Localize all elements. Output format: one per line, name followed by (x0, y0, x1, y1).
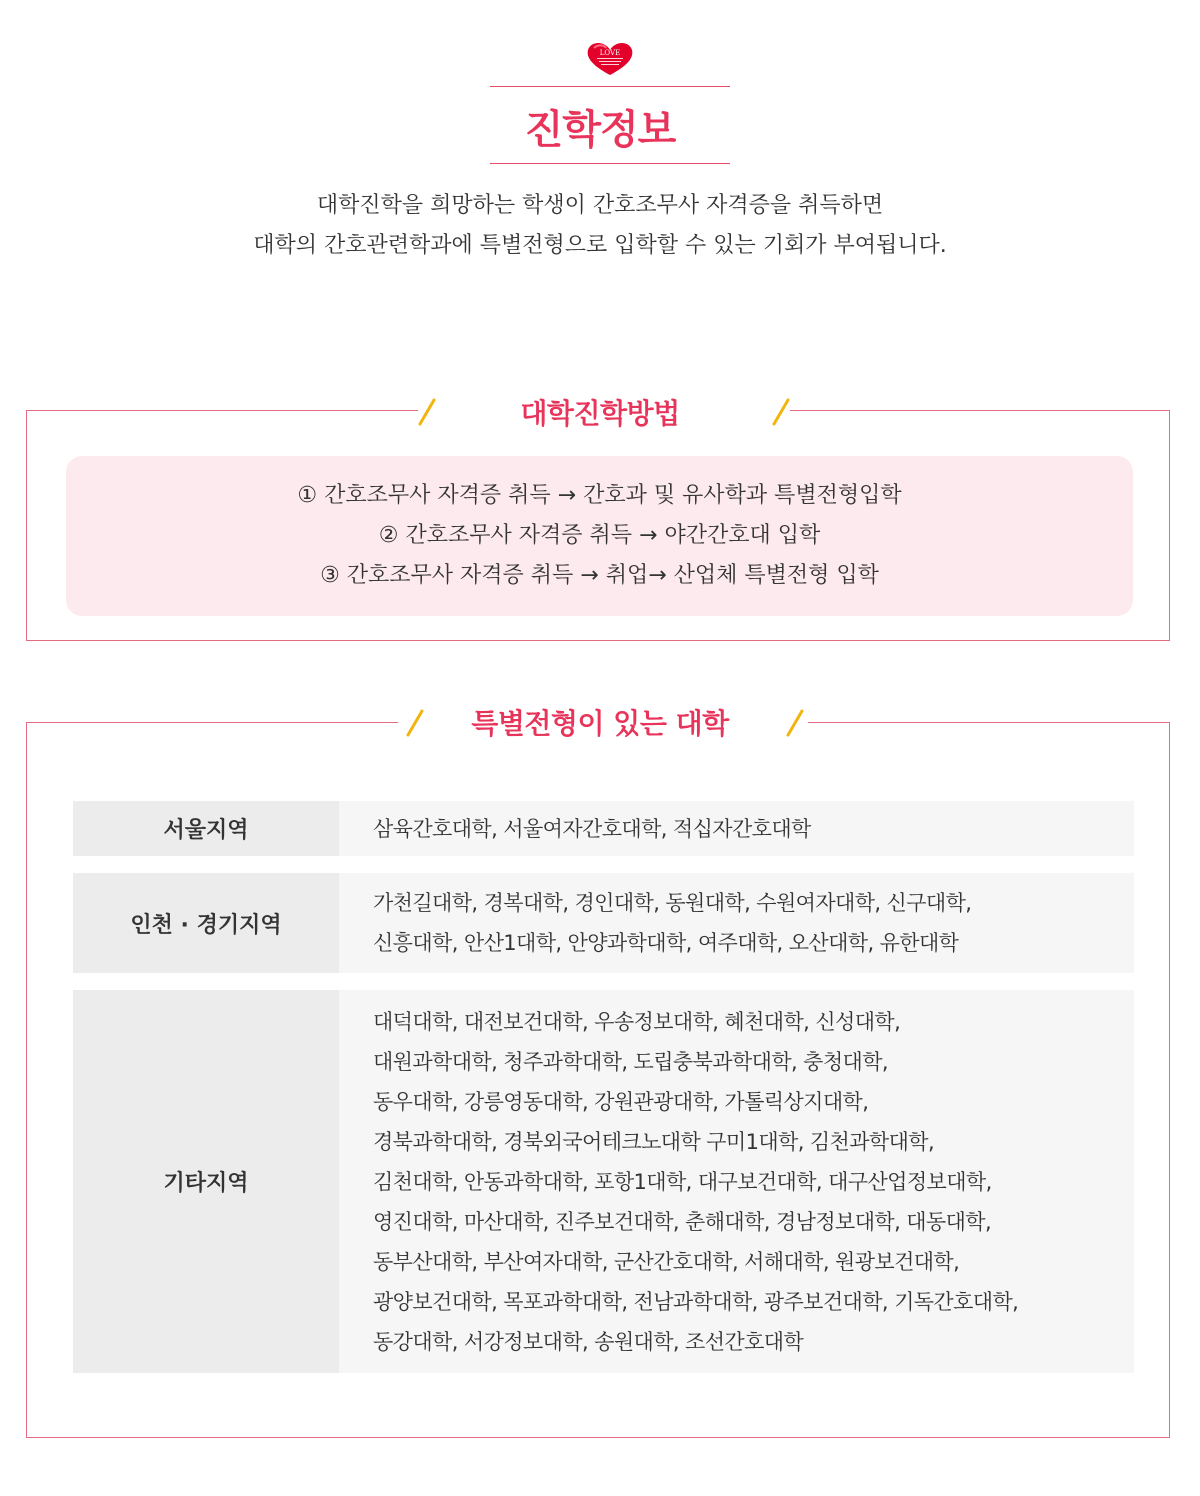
university-line: 삼육간호대학, 서울여자간호대학, 적십자간호대학 (373, 816, 811, 841)
method-step: ③ 간호조무사 자격증 취득 → 취업→ 산업체 특별전형 입학 (320, 563, 879, 588)
intro-line: 대학진학을 희망하는 학생이 간호조무사 자격증을 취득하면 (316, 193, 884, 218)
region-row-incheon-gyeonggi (73, 873, 1134, 973)
method-step: ① 간호조무사 자격증 취득 → 간호과 및 유사학과 특별전형입학 (297, 483, 902, 508)
university-list (339, 990, 1134, 1373)
university-list (339, 873, 1134, 973)
title-bottom-rule (490, 163, 730, 164)
title-top-rule (490, 86, 730, 87)
region-name: 기타지역 (73, 990, 339, 1373)
university-line: 영진대학, 마산대학, 진주보건대학, 춘해대학, 경남정보대학, 대동대학, (373, 1209, 992, 1234)
love-heart-logo (583, 40, 637, 76)
university-line: 대원과학대학, 청주과학대학, 도립충북과학대학, 충청대학, (373, 1049, 888, 1074)
method-panel (66, 456, 1133, 616)
intro-text (0, 186, 1200, 266)
region-name: 서울지역 (73, 801, 339, 856)
university-line: 대덕대학, 대전보건대학, 우송정보대학, 혜천대학, 신성대학, (373, 1009, 901, 1034)
university-line: 경북과학대학, 경북외국어테크노대학 구미1대학, 김천과학대학, (373, 1129, 935, 1154)
university-line: 동강대학, 서강정보대학, 송원대학, 조선간호대학 (373, 1329, 804, 1354)
slash-decoration-icon (785, 708, 805, 738)
university-line: 가천길대학, 경복대학, 경인대학, 동원대학, 수원여자대학, 신구대학, (373, 891, 972, 915)
logo-text: LOVE (599, 49, 621, 57)
university-line: 광양보건대학, 목포과학대학, 전남과학대학, 광주보건대학, 기독간호대학, (373, 1289, 1019, 1314)
intro-line: 대학의 간호관련학과에 특별전형으로 입학할 수 있는 기회가 부여됩니다. (253, 233, 947, 258)
method-step: ② 간호조무사 자격증 취득 → 야간간호대 입학 (378, 523, 821, 548)
university-line: 신흥대학, 안산1대학, 안양과학대학, 여주대학, 오산대학, 유한대학 (373, 931, 959, 955)
region-name: 인천 · 경기지역 (73, 873, 339, 973)
universities-title: 특별전형이 있는 대학 (471, 707, 729, 740)
page-title: 진학정보 (524, 107, 676, 153)
university-line: 동부산대학, 부산여자대학, 군산간호대학, 서해대학, 원광보건대학, (373, 1249, 960, 1274)
university-line: 동우대학, 강릉영동대학, 강원관광대학, 가톨릭상지대학, (373, 1089, 869, 1114)
university-list (339, 801, 1134, 856)
region-row-others (73, 990, 1134, 1373)
university-line: 김천대학, 안동과학대학, 포항1대학, 대구보건대학, 대구산업정보대학, (373, 1169, 992, 1194)
slash-decoration-icon (771, 397, 791, 427)
method-title: 대학진학방법 (520, 397, 680, 430)
region-row-seoul (73, 801, 1134, 856)
